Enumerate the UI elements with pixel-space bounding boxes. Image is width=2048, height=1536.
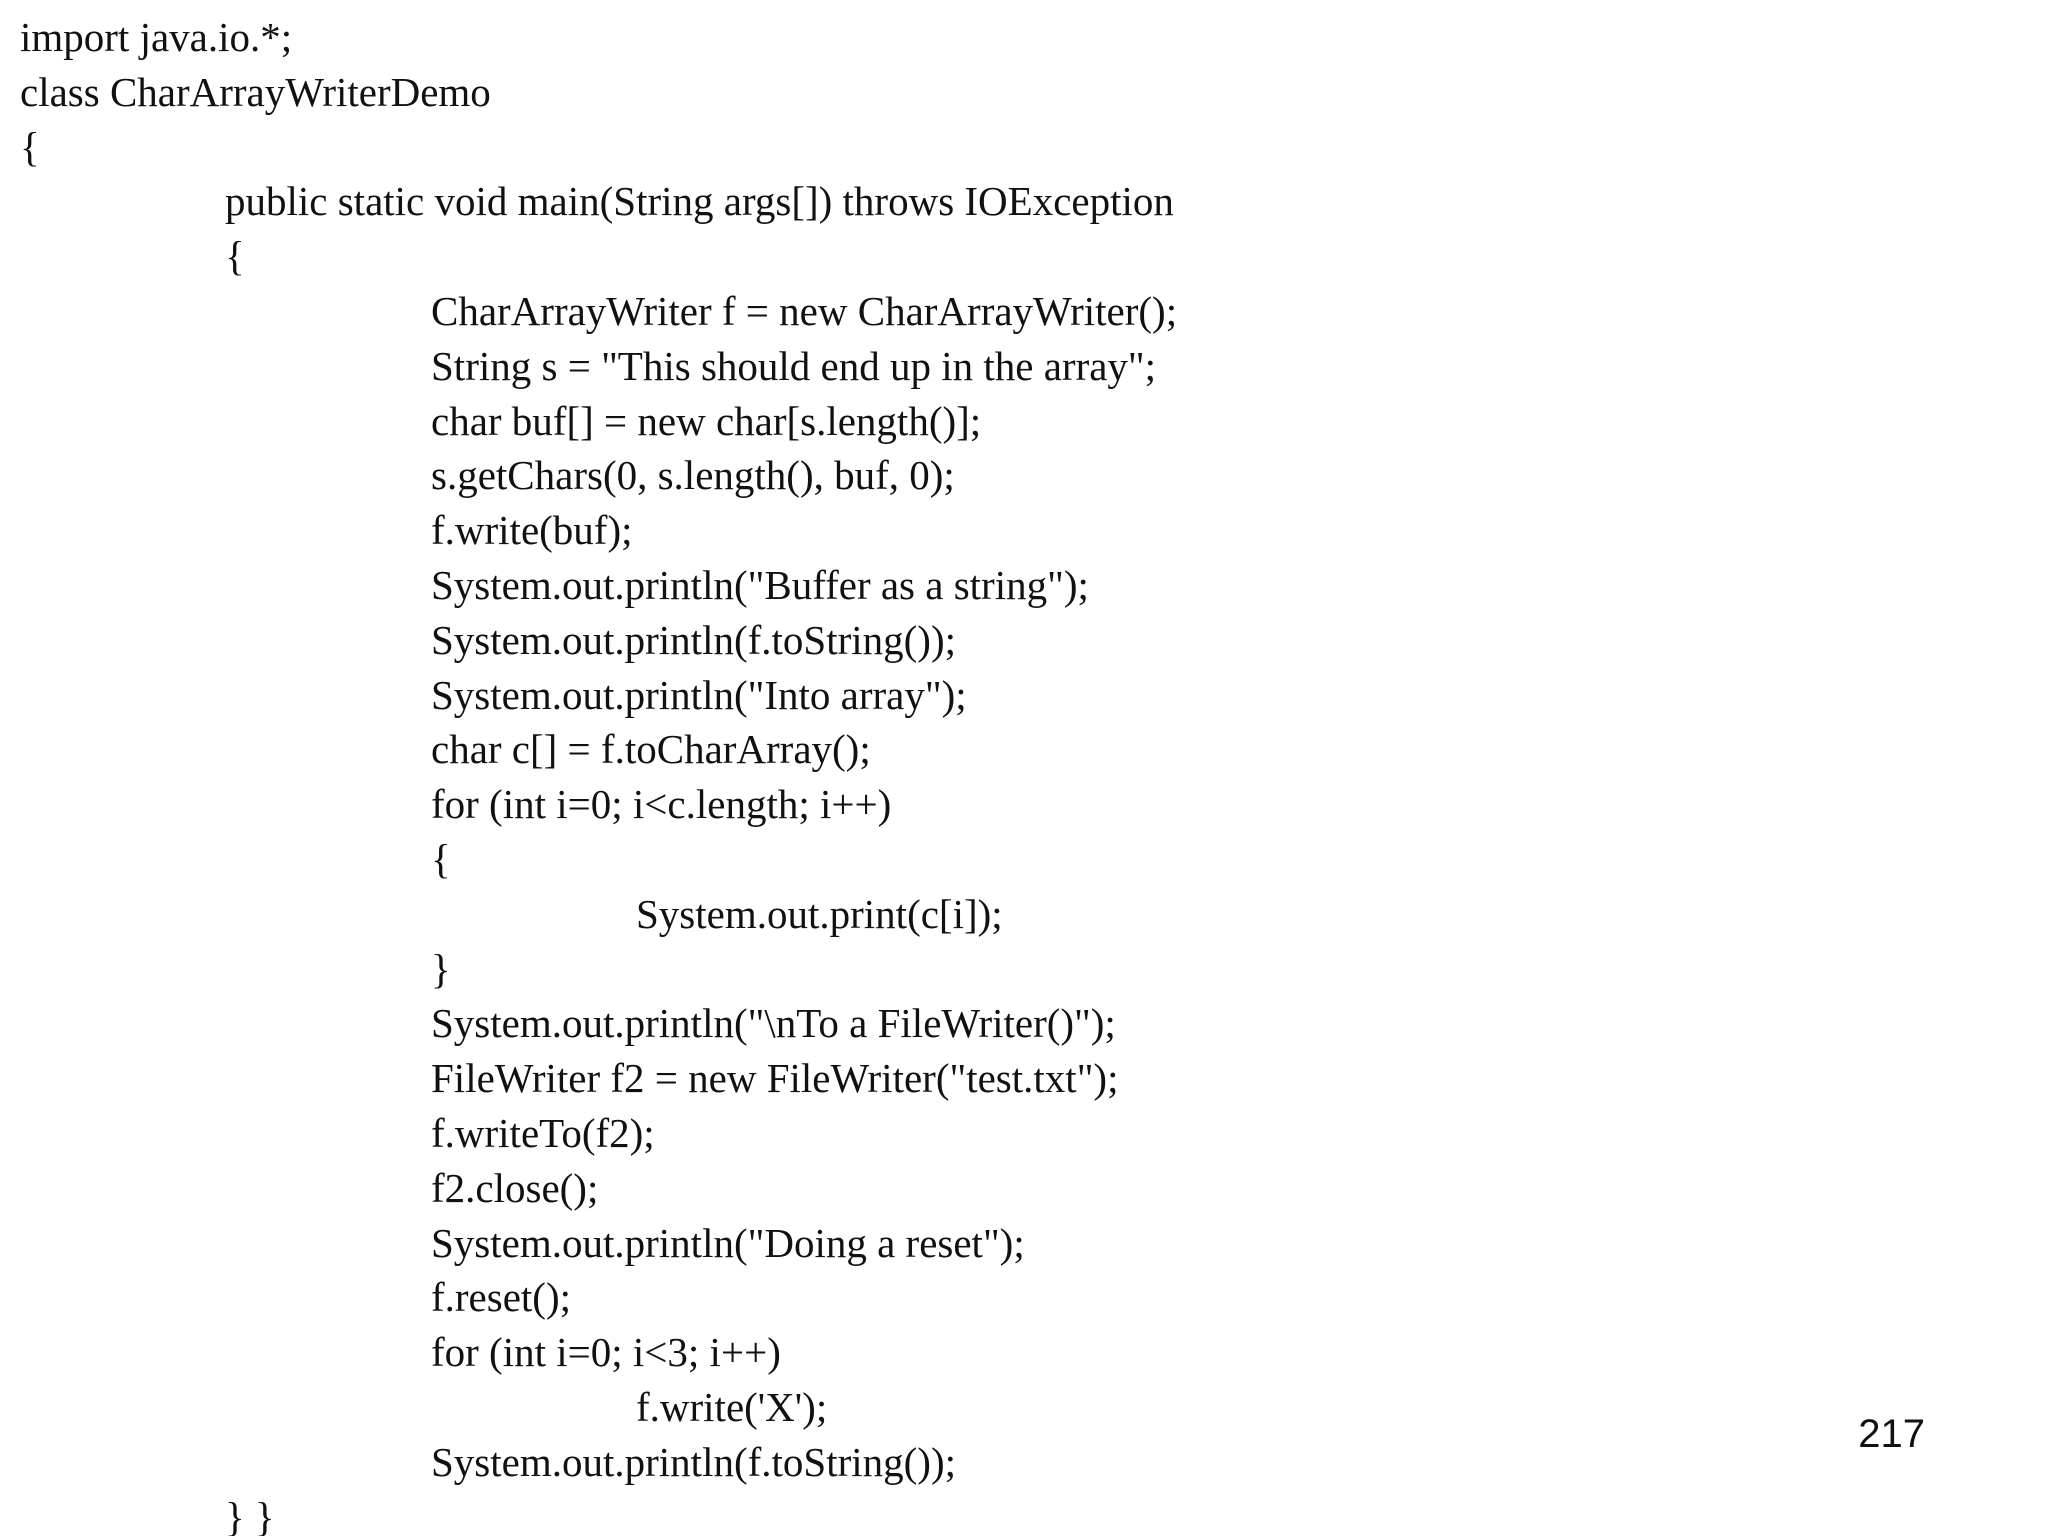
code-line: System.out.println("\nTo a FileWriter()"); [431, 1000, 1116, 1047]
code-line: class CharArrayWriterDemo [20, 68, 491, 115]
code-line: f.writeTo(f2); [431, 1109, 655, 1156]
code-line: FileWriter f2 = new FileWriter("test.txt"); [431, 1055, 1119, 1102]
code-line: System.out.println(f.toString()); [431, 1438, 956, 1485]
code-line: String s = "This should end up in the array"; [431, 342, 1157, 389]
code-line: System.out.println("Into array"); [431, 671, 967, 718]
code-line: System.out.println("Buffer as a string"); [431, 561, 1089, 608]
code-line: import java.io.*; [20, 14, 293, 60]
code-line: System.out.println("Doing a reset"); [431, 1219, 1025, 1266]
code-line: } } [225, 1493, 275, 1536]
code-listing [20, 10, 1177, 1536]
code-line: { [431, 835, 451, 882]
code-line: System.out.println(f.toString()); [431, 616, 956, 663]
code-line: f2.close(); [431, 1164, 599, 1211]
page-number: 217 [1858, 1412, 1925, 1456]
code-line: char c[] = f.toCharArray(); [431, 726, 871, 773]
code-line: } [431, 945, 451, 992]
code-line: s.getChars(0, s.length(), buf, 0); [431, 452, 955, 499]
code-line: { [20, 123, 40, 170]
code-line: public static void main(String args[]) throws IOException [225, 178, 1174, 225]
code-line: CharArrayWriter f = new CharArrayWriter(); [431, 287, 1178, 334]
code-line: f.write(buf); [431, 507, 633, 554]
code-line: f.reset(); [431, 1274, 571, 1321]
code-line: for (int i=0; i<3; i++) [431, 1329, 781, 1376]
code-line: { [225, 233, 245, 280]
code-line: char buf[] = new char[s.length()]; [431, 397, 982, 444]
code-line: System.out.print(c[i]); [636, 890, 1003, 937]
code-line: for (int i=0; i<c.length; i++) [431, 781, 892, 828]
code-line: f.write('X'); [636, 1383, 828, 1430]
